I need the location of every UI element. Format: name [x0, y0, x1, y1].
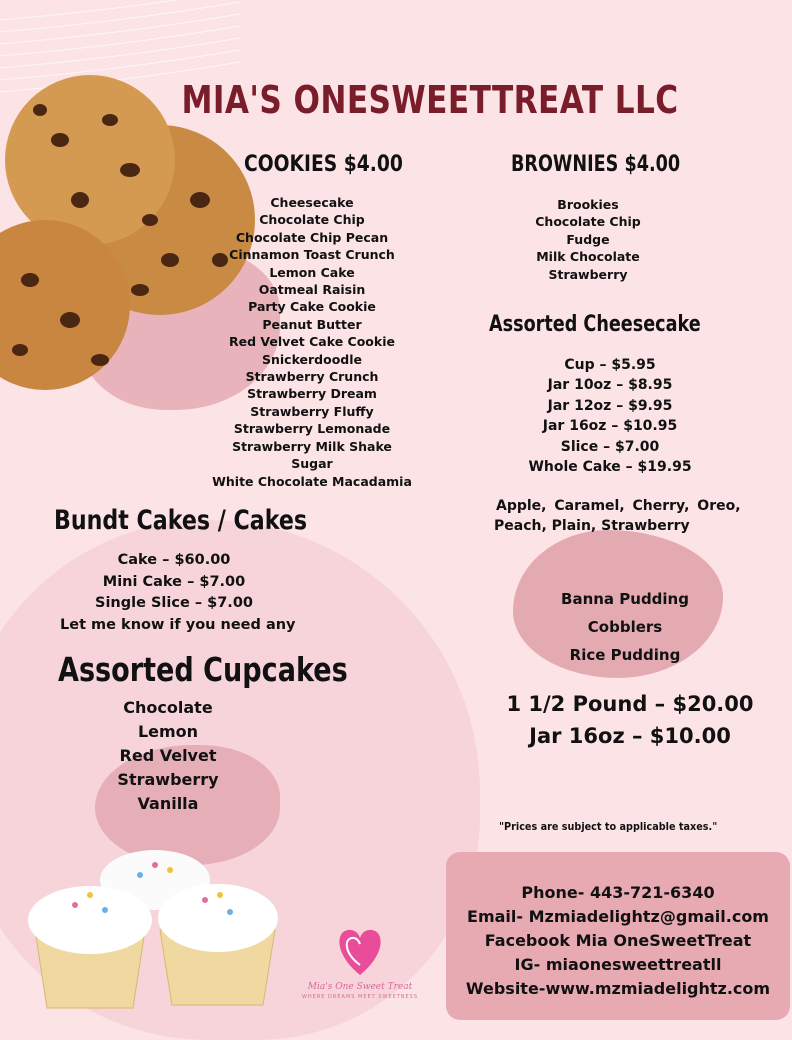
bundt-heading: Bundt Cakes / Cakes — [54, 505, 308, 536]
cookies-list — [212, 194, 412, 490]
cookies-heading: COOKIES $4.00 — [244, 152, 403, 177]
cheesecake-item: Whole Cake – $19.95 — [528, 459, 692, 476]
contact-email: Email- Mzmiadelightz@gmail.com — [467, 907, 769, 926]
cheesecake-flavors-line1: Apple, Caramel, Cherry, Oreo, — [496, 498, 741, 514]
bundt-item: Cake – $60.00 — [117, 552, 231, 568]
cupcake-item: Lemon — [137, 722, 199, 741]
cupcake-item: Vanilla — [137, 794, 199, 813]
tax-note: "Prices are subject to applicable taxes." — [499, 821, 718, 833]
cupcakes-heading: Assorted Cupcakes — [58, 650, 348, 689]
cookie-item: White Chocolate Macadamia — [212, 473, 412, 489]
cheesecake-heading: Assorted Cheesecake — [489, 312, 701, 337]
brownie-item: Milk Chocolate — [536, 249, 640, 265]
cookie-item: Cheesecake — [270, 195, 354, 210]
contact-box — [446, 852, 790, 1020]
cookie-item: Oatmeal Raisin — [258, 282, 366, 298]
cookie-item: Peanut Butter — [262, 316, 362, 332]
cheesecake-item: Cup – $5.95 — [564, 357, 656, 373]
contact-facebook: Facebook Mia OneSweetTreat — [484, 931, 752, 950]
pudding-price: 1 1/2 Pound – $20.00 — [506, 692, 754, 716]
bundt-item: Let me know if you need any — [60, 616, 296, 633]
brownie-item: Fudge — [566, 231, 610, 247]
brownies-heading: BROWNIES $4.00 — [511, 152, 681, 177]
cheesecake-list — [510, 355, 710, 477]
logo-tagline: WHERE DREAMS MEET SWEETNESS — [301, 994, 419, 1000]
cookie-item: Strawberry Milk Shake — [232, 438, 392, 454]
cookie-item: Snickerdoodle — [261, 351, 363, 367]
brownie-item: Chocolate Chip — [535, 214, 641, 230]
cheesecake-item: Jar 10oz – $8.95 — [547, 377, 673, 394]
cheesecake-item: Jar 12oz – $9.95 — [547, 397, 673, 414]
cookie-item: Strawberry Crunch — [245, 369, 379, 385]
contact-phone: Phone- 443-721-6340 — [521, 883, 715, 902]
cupcakes-image — [25, 840, 290, 1015]
bundt-item: Single Slice – $7.00 — [95, 595, 253, 611]
page-title: MIA'S ONESWEETTREAT LLC — [181, 78, 679, 122]
cookie-item: Strawberry Lemonade — [233, 421, 391, 437]
cupcake-item: Red Velvet — [119, 746, 217, 765]
pudding-list — [540, 585, 710, 669]
heart-logo-icon — [330, 920, 390, 980]
cookie-item: Chocolate Chip Pecan — [235, 229, 389, 245]
logo-name: Mia's One Sweet Treat — [307, 982, 413, 992]
cookie-item: Strawberry Dream — [247, 386, 377, 402]
pudding-prices — [490, 688, 770, 752]
brownie-item: Strawberry — [548, 266, 628, 282]
cookie-item: Party Cake Cookie — [248, 299, 376, 315]
cupcakes-list — [88, 696, 248, 816]
cheesecake-item: Jar 16oz – $10.95 — [542, 418, 678, 435]
cookie-item: Red Velvet Cake Cookie — [229, 334, 395, 350]
pudding-item: Cobblers — [587, 618, 663, 636]
brownie-item: Brookies — [557, 197, 619, 212]
cupcake-item: Chocolate — [123, 698, 213, 717]
cupcake-item: Strawberry — [117, 770, 219, 789]
bundt-list — [60, 550, 296, 636]
cookie-item: Chocolate Chip — [259, 212, 365, 228]
brownies-list — [508, 196, 668, 283]
cookie-item: Strawberry Fluffy — [250, 403, 374, 419]
contact-website: Website-www.mzmiadelightz.com — [465, 979, 771, 998]
bundt-item: Mini Cake – $7.00 — [102, 573, 246, 590]
cookie-item: Sugar — [291, 456, 333, 472]
pudding-item: Rice Pudding — [569, 646, 681, 664]
contact-ig: IG- miaonesweettreatll — [514, 955, 722, 974]
pudding-item: Banna Pudding — [561, 590, 689, 608]
cookie-item: Lemon Cake — [269, 264, 355, 280]
pudding-price: Jar 16oz – $10.00 — [529, 724, 731, 748]
cheesecake-flavors-line2: Peach, Plain, Strawberry — [494, 518, 690, 534]
cookie-item: Cinnamon Toast Crunch — [229, 247, 395, 263]
cheesecake-item: Slice – $7.00 — [560, 438, 660, 455]
